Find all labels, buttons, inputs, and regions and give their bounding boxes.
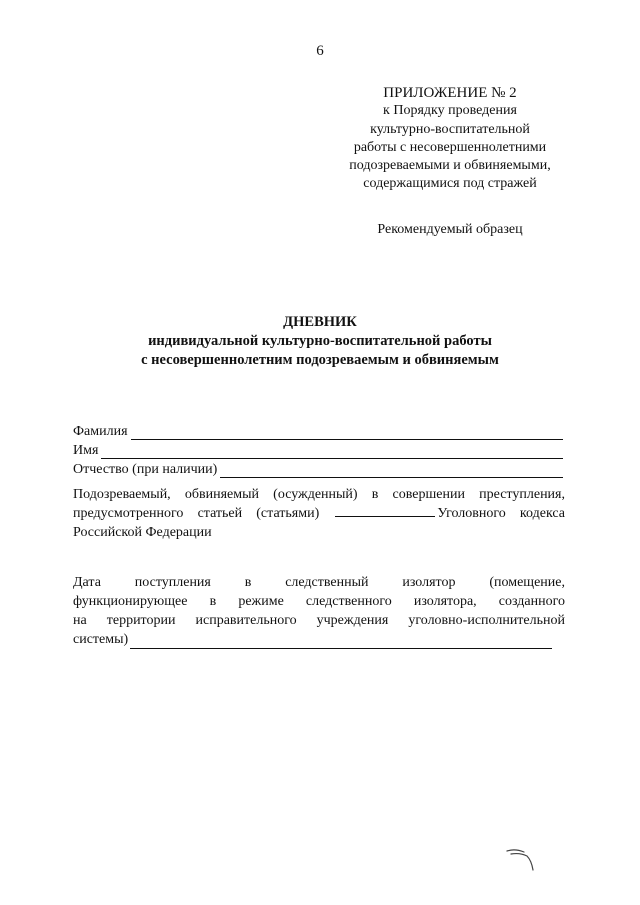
page-number: 6 xyxy=(316,43,324,59)
admission-line-3: на территории исправительного учреждения уголовно-исполнительной xyxy=(73,613,565,628)
admission-line-2: функционирующее в режиме следственного изолятора, созданного xyxy=(73,594,565,609)
patronymic-row xyxy=(73,459,563,478)
admission-line-4-label: системы) xyxy=(73,632,129,647)
charge-line-2-before: предусмотренного статьей (статьями) xyxy=(73,506,320,521)
personal-fields xyxy=(73,421,563,478)
appendix-line: работы с несовершеннолетними xyxy=(353,139,547,155)
patronymic-label: Отчество (при наличии) xyxy=(73,462,218,477)
charge-line-2-after: Уголовного кодекса xyxy=(437,506,566,521)
surname-row xyxy=(73,421,563,440)
charge-paragraph xyxy=(73,485,565,542)
appendix-line: к Порядку проведения xyxy=(383,103,517,119)
surname-label: Фамилия xyxy=(73,424,128,439)
document-title xyxy=(0,313,640,370)
patronymic-field[interactable] xyxy=(220,463,563,478)
name-label: Имя xyxy=(73,443,99,458)
title-line-2: индивидуальной культурно-воспитательной работы xyxy=(148,333,492,349)
admission-line-4 xyxy=(73,630,565,649)
appendix-heading: ПРИЛОЖЕНИЕ № 2 xyxy=(383,85,517,101)
appendix-line: подозреваемыми и обвиняемыми, xyxy=(349,158,551,174)
admission-date-field[interactable] xyxy=(130,634,552,649)
admission-paragraph xyxy=(73,573,565,649)
admission-line-1: Дата поступления в следственный изолятор (помещение, xyxy=(73,575,565,590)
handwritten-mark-icon xyxy=(505,845,539,873)
title-main: ДНЕВНИК xyxy=(283,314,357,330)
article-field[interactable] xyxy=(335,504,435,517)
appendix-header xyxy=(330,84,570,194)
name-row xyxy=(73,440,563,459)
name-field[interactable] xyxy=(101,444,563,459)
charge-line-2 xyxy=(73,504,565,523)
charge-line-3: Российской Федерации xyxy=(73,525,212,540)
surname-field[interactable] xyxy=(131,425,563,440)
title-line-3: с несовершеннолетним подозреваемым и обвиняемым xyxy=(141,352,499,368)
appendix-line: культурно-воспитательной xyxy=(370,121,530,137)
charge-line-1: Подозреваемый, обвиняемый (осужденный) в совершении преступления, xyxy=(73,487,565,502)
sample-note: Рекомендуемый образец xyxy=(377,222,523,237)
appendix-line: содержащимися под стражей xyxy=(363,176,537,192)
